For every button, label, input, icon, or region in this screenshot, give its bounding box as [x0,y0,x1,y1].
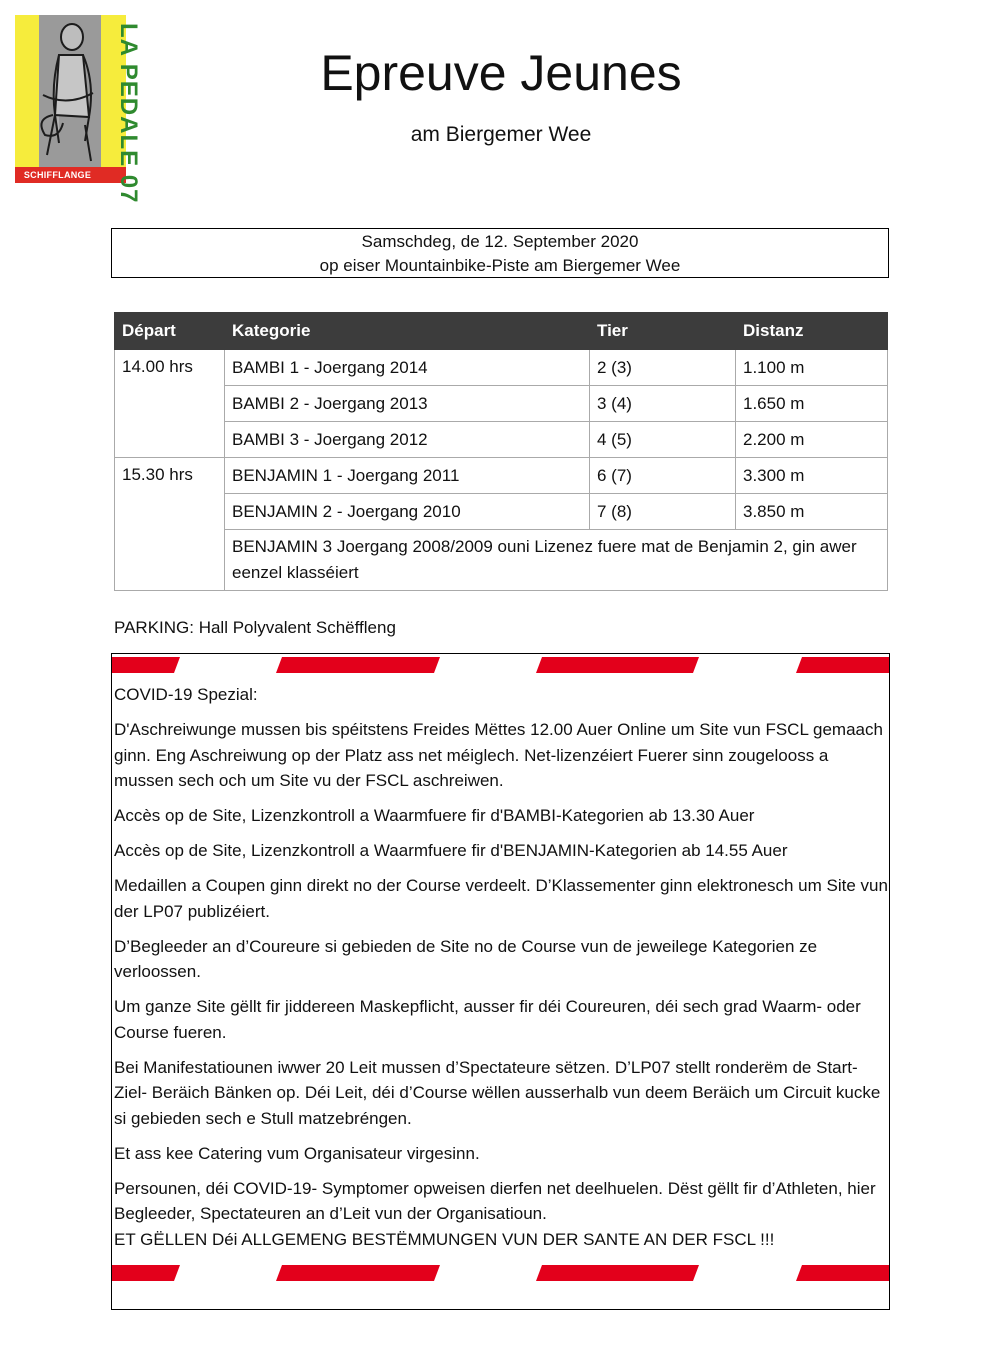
page-title: Epreuve Jeunes [320,45,682,101]
laps-cell: 2 (3) [590,350,736,386]
laps-cell: 6 (7) [590,458,736,494]
schedule-table [114,312,888,591]
depart-time: 14.00 hrs [115,350,225,458]
event-info-box [111,228,889,278]
covid-heading: COVID-19 Spezial: [114,685,258,704]
covid-paragraph: Accès op de Site, Lizenzkontroll a Waarmfuere fir d'BENJAMIN-Kategorien ab 14.55 Auer [114,841,788,860]
category-note: BENJAMIN 3 Joergang 2008/2009 ouni Lizenez fuere mat de Benjamin 2, gin awer eenzel klasséiert [225,530,888,591]
covid-notice-text [114,682,889,1262]
category-cell: BAMBI 1 - Joergang 2014 [225,350,590,386]
table-row [115,494,888,530]
logo-city-text: SCHIFFLANGE [23,170,92,180]
distance-cell: 1.650 m [736,386,888,422]
covid-paragraph: D'Aschreiwunge mussen bis spéitstens Freides Mëttes 12.00 Auer Online um Site vun FSCL gemaach ginn. Eng Aschreiwung op der Platz ass net méiglech. Net-lizenzéiert Fuerer sinn zougelooss a mussen sech och um Site vu der FSCL aschreiwen. [114,720,883,790]
col-header-distanz: Distanz [736,313,888,350]
covid-paragraph: Persounen, déi COVID-19- Symptomer opweisen dierfen net deelhuelen. Dëst gëllt fir d’Athleten, hier Begleeder, Spectateuren an d’Leit vun der Organisatioun. [114,1178,876,1223]
covid-paragraph: Accès op de Site, Lizenzkontroll a Waarmfuere fir d'BAMBI-Kategorien ab 13.30 Auer [114,806,755,825]
covid-paragraph: Bei Manifestatiounen iwwer 20 Leit mussen d’Spectateure sëtzen. D’LP07 stellt ronderëm de Start-Ziel- Beräich Bänken op. Déi Leit, déi d’Course wëllen ausserhalb vun deem Beräich um Circuit kucke si gebieden sech e Stull matzebréngen. [114,1057,881,1128]
red-stripe-top [112,657,889,673]
depart-time: 15.30 hrs [115,458,225,591]
schedule-header-row [115,313,888,350]
col-header-tier: Tier [590,313,736,350]
table-row [115,458,888,494]
distance-cell: 3.300 m [736,458,888,494]
red-stripe-bottom [112,1265,889,1281]
covid-paragraph: Et ass kee Catering vum Organisateur virgesinn. [114,1143,480,1163]
table-row [115,530,888,591]
event-date: Samschdeg, de 12. September 2020 [361,232,639,251]
table-row [115,422,888,458]
table-row [115,386,888,422]
laps-cell: 3 (4) [590,386,736,422]
table-row [115,350,888,386]
event-location: op eiser Mountainbike-Piste am Biergemer Wee [319,256,681,275]
category-cell: BENJAMIN 1 - Joergang 2011 [225,458,590,494]
col-header-depart: Départ [115,313,225,350]
covid-paragraph: Medaillen a Coupen ginn direkt no der Course verdeelt. D’Klassementer ginn elektronesch um Site vun der LP07 publizéiert. [114,876,888,921]
laps-cell: 4 (5) [590,422,736,458]
category-cell: BAMBI 2 - Joergang 2013 [225,386,590,422]
category-cell: BENJAMIN 2 - Joergang 2010 [225,494,590,530]
parking-info: PARKING: Hall Polyvalent Schëffleng [114,618,396,637]
distance-cell: 2.200 m [736,422,888,458]
distance-cell: 1.100 m [736,350,888,386]
category-cell: BAMBI 3 - Joergang 2012 [225,422,590,458]
col-header-kategorie: Kategorie [225,313,590,350]
page-subtitle: am Biergemer Wee [410,123,592,146]
covid-paragraph: D’Begleeder an d’Coureure si gebieden de Site no de Course vun de jeweilege Kategorien ze verloossen. [114,936,818,981]
logo-brand-text: LA PEDALE 07 [115,23,142,204]
distance-cell: 3.850 m [736,494,888,530]
covid-paragraph: Um ganze Site gëllt fir jiddereen Maskepflicht, ausser fir déi Coureuren, déi sech grad Waarm- oder Course fueren. [114,997,861,1042]
covid-notice-box [111,653,890,1310]
laps-cell: 7 (8) [590,494,736,530]
covid-closing-statement: ET GËLLEN Déi ALLGEMENG BESTËMMUNGEN VUN DER SANTE AN DER FSCL !!! [114,1229,775,1249]
